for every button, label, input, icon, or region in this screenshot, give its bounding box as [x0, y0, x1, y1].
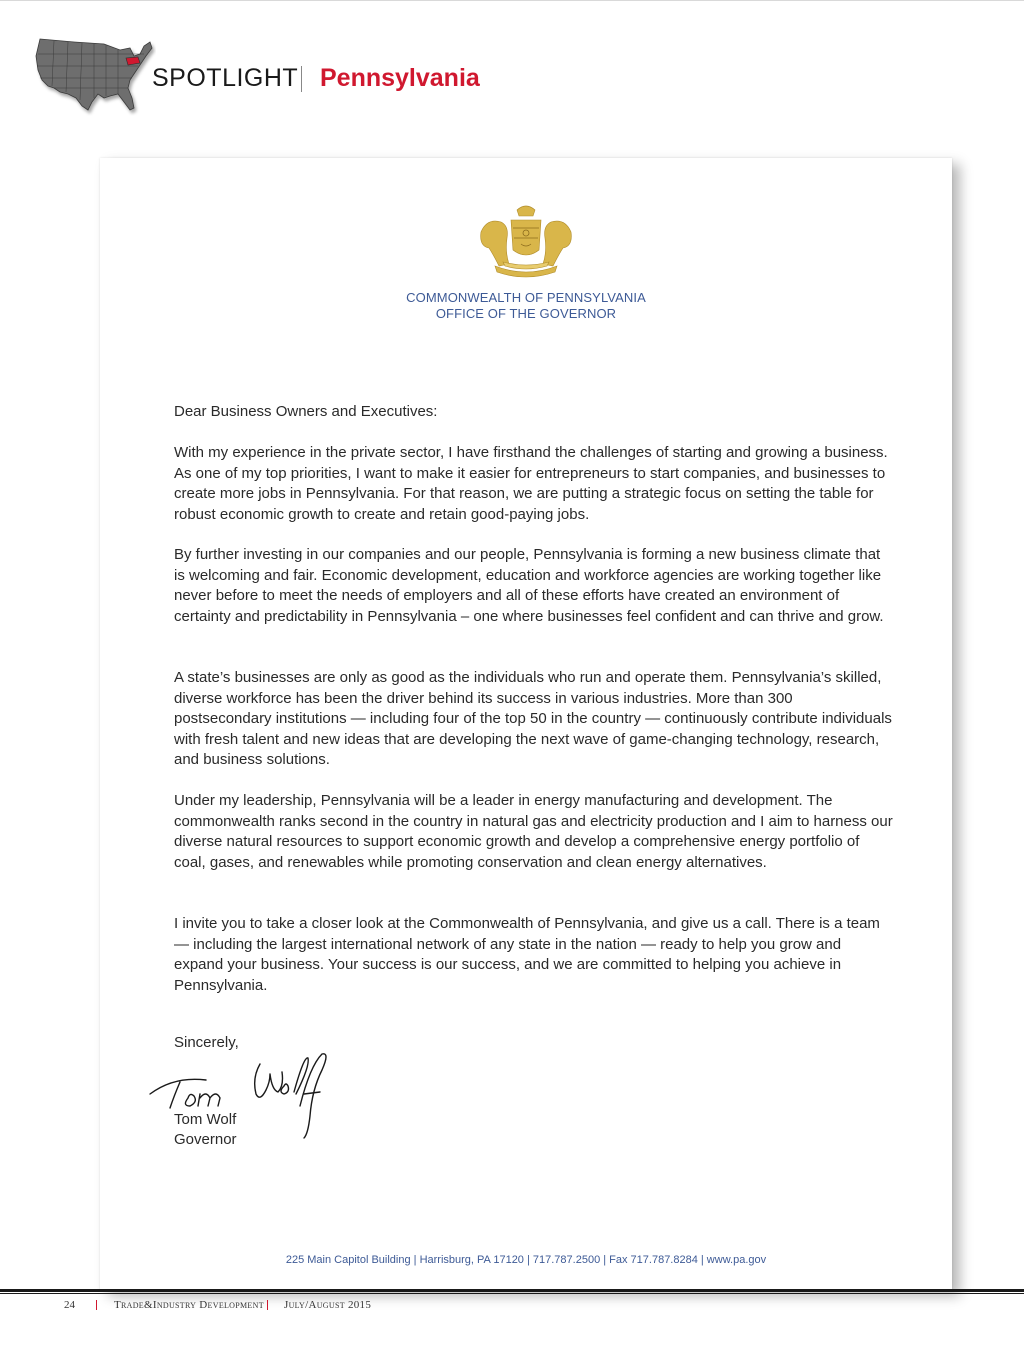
publication-name: Trade&Industry Development	[114, 1299, 264, 1311]
letter-paragraph: I invite you to take a closer look at the Commonwealth of Pennsylvania, and give us a call. There is a team — including the largest international network of any state in the nation — ready to help you grow and expand your business. Your success is our success, and we are committed to helping you achieve in Pennsylvania.	[174, 915, 880, 994]
letterhead-line-2: OFFICE OF THE GOVERNOR	[435, 306, 617, 321]
footer-divider	[96, 1300, 97, 1310]
letter-closing: Sincerely,	[174, 1034, 239, 1051]
letter-paragraph: Under my leadership, Pennsylvania will be a leader in energy manufacturing and development. The commonwealth ranks second in the country in natural gas and electricity production and I aim to harness our diverse natural resources to support economic growth and develop a comprehensive energy portfolio of coal, gases, and renewables while promoting conservation and clean energy alternatives.	[174, 792, 893, 871]
issue-date: July/August 2015	[284, 1299, 372, 1311]
us-map-icon	[34, 36, 156, 116]
footer-divider	[267, 1300, 268, 1310]
state-title: Pennsylvania	[320, 64, 480, 92]
letter-paragraph: With my experience in the private sector, I have firsthand the challenges of starting and growing a business. As one of my top priorities, I want to make it easier for entrepreneurs to start companies, and businesses to create more jobs in Pennsylvania. For that reason, we are putting a strategic focus on setting the table for robust economic growth to create and retain good-paying jobs.	[174, 444, 888, 523]
governor-letter	[100, 158, 952, 1290]
footer-rule-thin	[0, 1293, 1024, 1294]
footer-rule	[0, 1289, 1024, 1292]
signer-title: Governor	[174, 1131, 237, 1148]
header-divider	[301, 66, 302, 92]
letter-greeting: Dear Business Owners and Executives:	[174, 403, 438, 420]
top-rule	[0, 0, 1024, 1]
pennsylvania-coat-of-arms-icon	[465, 204, 587, 282]
page-number: 24	[64, 1299, 75, 1311]
letter-paragraph: A state’s businesses are only as good as the individuals who run and operate them. Pennsylvania’s skilled, diverse workforce has been the driver behind its success in various industries. More than 300 postsecondary institutions — including four of the top 50 in the country — continuously contribute individuals with fresh talent and new ideas that are developing the next wave of game-changing technology, research, and business solutions.	[174, 669, 892, 768]
signer-name: Tom Wolf	[174, 1111, 237, 1128]
letterhead-line-1: COMMONWEALTH OF PENNSYLVANIA	[406, 290, 646, 305]
letterhead-footer-address: 225 Main Capitol Building | Harrisburg, PA 17120 | 717.787.2500 | Fax 717.787.8284 | www.pa.gov	[285, 1254, 767, 1266]
letter-paragraph: By further investing in our companies and our people, Pennsylvania is forming a new business climate that is welcoming and fair. Economic development, education and workforce agencies are working together like never before to meet the needs of employers and all of these efforts have created an environment of certainty and predictability in Pennsylvania – one where businesses feel confident and can thrive and grow.	[174, 546, 884, 625]
section-label: SPOTLIGHT	[152, 64, 299, 92]
